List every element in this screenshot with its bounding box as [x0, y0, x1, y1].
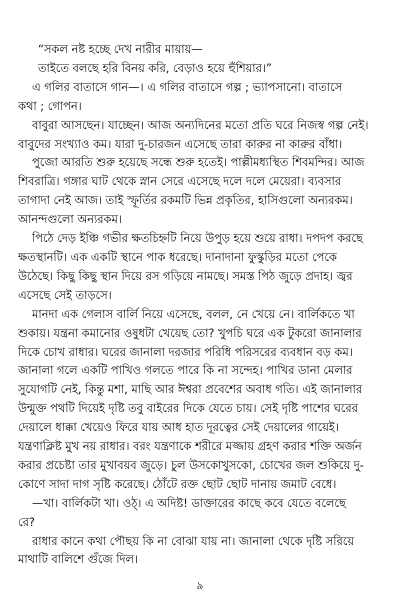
paragraph-line: দেয়ালে ধাক্কা খেয়েও ফিরে যায় আধ হাত দূরত্বের সেই দেয়ালের গায়েই। [18, 420, 339, 435]
paragraph-line: ক্ষতস্থানটি। এক একটি স্থানে পাক ধরেছে। দানাদানা ফুস্কুড়ির মতো পেকে [18, 249, 337, 264]
verse-line-1: “সকল নষ্ট হচ্ছে দেখ নারীর মায়ায়— [38, 42, 203, 56]
paragraph-line: করার প্রচেষ্টা তার মুখাবয়ব জুড়ে। চুল উসকোখুসকো, চোখের জল শুকিয়ে দু- [18, 457, 364, 472]
verse-line-2: তাইতে বলছে হরি বিনয় করি, বেড়াও হয়ে হুঁশিয়ার।” [38, 60, 272, 75]
paragraph-line: এসেছে সেই তাড়সে। [18, 287, 112, 302]
paragraph-line: পিঠে দেড় ইঞ্চি গভীর ক্ষতচিহ্নটি নিয়ে উপুড় হয়ে শুয়ে রাধা। দপদপ করছে [32, 231, 363, 246]
paragraph-line: শিবরাত্রি। গঙ্গার ঘাট থেকে স্নান সেরে এসেছে দলে দলে মেয়েরা। ব্যবসার [18, 174, 342, 189]
paragraph-line: দিকে চোখ রাধার। ঘরের জানালা দরজার পরিধি পরিসরের ব্যবধান বড় কম। [18, 344, 353, 359]
paragraph-line: উন্মুক্ত পথটি দিয়েই দৃষ্টি তবু বাইরের দিকে যেতে চায়। সেই দৃষ্টি পাশের ঘরের [18, 401, 358, 416]
paragraph-line: আনন্দগুলো অন্যরকম। [18, 212, 122, 227]
paragraph-line: মাথাটি বালিশে গুঁজে দিল। [18, 552, 139, 567]
page-number: ৯ [196, 579, 204, 592]
paragraph-line: কোণে সাদা দাগ সৃষ্টি করেছে। ঠোঁটে রক্ত ছোট ছোট দানায় জমাট বেধে। [18, 476, 337, 491]
paragraph-line: কথা ; গোপন। [18, 98, 82, 113]
paragraph-line: এ গলির বাতাসে গান—। এ গলির বাতাসে গল্প ; ভ্যাপসানো। বাতাসে [32, 79, 343, 94]
paragraph-line: —খা। বার্লিকটা খা। ওঠ্। এ অদিষ্ট! ডাক্তারের কাছে কবে যেতে বলেছে [32, 495, 346, 510]
paragraph-line: রাধার কানে কথা পৌছয় কি না বোঝা যায় না। জানালা থেকে দৃষ্টি সরিয়ে [32, 533, 355, 548]
paragraph-line: তাগাদা নেই আজ। তাই স্ফূর্তির রকমটি ভিন্ন প্রকৃতির, হাসিগুলো অন্যরকম। [18, 193, 353, 208]
paragraph-line: মানদা এক গেলাস বার্লি নিয়ে এসেছে, বলল, নে খেয়ে নে। বার্লিকতে খা [32, 306, 355, 321]
paragraph-line: বাবুদের সংখ্যাও কম। যারা দু-চারজন এসেছে তারা কারুর না কারুর বাঁধা। [18, 136, 343, 151]
paragraph-line: পুজো আরতি শুরু হয়েছে সন্ধে শুরু হতেই। পাল্লীমধ্যস্থিত শিবমন্দির। আজ [32, 155, 365, 170]
paragraph-line: শুকায়। যন্ত্রনা কমানোর ওষুধটা খেয়েছ তো? খুপচি ঘরে এক টুকরো জানালার [18, 325, 362, 340]
paragraph-line: যন্ত্রণাক্লিষ্ট মুখ নয় রাধার। বরং যন্ত্রণাকে শরীরে মজ্জায় গ্রহণ করার শক্তি অর্জন [18, 439, 362, 454]
paragraph-line: উঠেছে। কিছু কিছু স্থান দিয়ে রস গড়িয়ে নামছে। সমস্ত পিঠ জুড়ে প্রদাহ। জ্বর [18, 268, 353, 283]
paragraph-line: বাবুরা আসছেন। যাচ্ছেন। আজ অন্যদিনের মতো প্রতি ঘরে নিজস্ব গল্প নেই। [32, 117, 369, 132]
paragraph-line: জানালা গলে একটি পাখিও গলতে পারে কি না সন্দেহ। পাখির ডানা মেলার [18, 363, 353, 378]
paragraph-line: রে? [18, 514, 35, 529]
paragraph-line: সুযোগটি নেই, কিন্তু মশা, মাছি আর ঈশ্বরা প্রবেশের অবাধ গতি। এই জানালার [18, 382, 363, 397]
